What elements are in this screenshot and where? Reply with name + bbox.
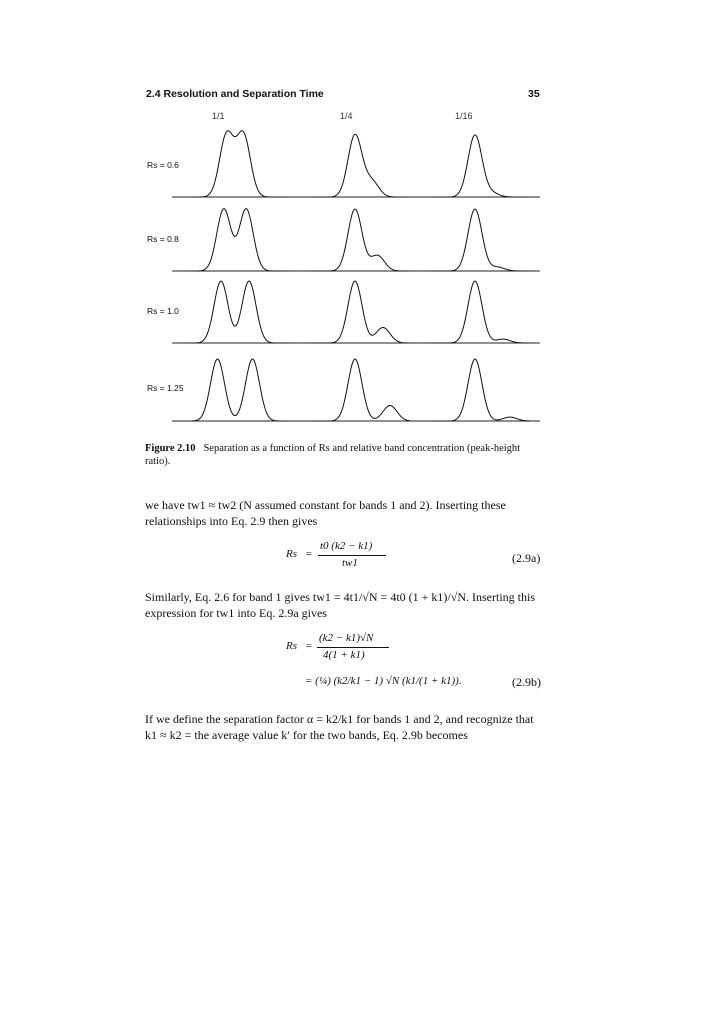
- running-head: 2.4 Resolution and Separation Time: [146, 88, 324, 100]
- chromatogram-trace-rs0.6-ratio-1: [190, 131, 290, 197]
- chromatogram-trace-rs1.25-ratio-1: [190, 359, 290, 421]
- figure-caption: [145, 442, 545, 468]
- chromatogram-trace-rs0.8-ratio-2: [310, 209, 410, 271]
- chromatogram-trace-rs0.6-ratio-3: [430, 135, 530, 197]
- paragraph-1: we have tw1 ≈ tw2 (N assumed constant for bands 1 and 2). Inserting these relationships into Eq. 2.9 then gives: [145, 498, 506, 528]
- eq-29a-number: (2.9a): [512, 551, 541, 565]
- eq-29a-equals: =: [305, 548, 313, 560]
- eq-29b-equals: =: [305, 640, 313, 652]
- chromatogram-trace-rs0.8-ratio-1: [190, 209, 290, 271]
- paragraph-3: If we define the separation factor α = k2/k1 for bands 1 and 2, and recognize that k1 ≈ k2 = the average value k′ for the two bands, Eq. 2.9b becomes: [145, 712, 534, 742]
- eq-29b-lhs: Rs: [286, 640, 297, 652]
- chromatogram-trace-rs1-ratio-3: [430, 281, 530, 343]
- eq-29a-denominator: tw1: [342, 557, 358, 569]
- column-ratio-1: 1/1: [212, 111, 225, 121]
- eq-29a-fraction-bar: [318, 555, 386, 556]
- row-label-rs-0-8: Rs = 0.8: [147, 234, 179, 244]
- eq-29b-fraction-bar: [317, 647, 389, 648]
- chromatogram-trace-rs1-ratio-1: [190, 281, 290, 343]
- eq-29b-number: (2.9b): [512, 675, 541, 689]
- chromatogram-figure: [0, 0, 723, 440]
- eq-29b-numerator: (k2 − k1)√N: [319, 632, 374, 644]
- row-label-rs-1-25: Rs = 1.25: [147, 383, 184, 393]
- chromatogram-trace-rs0.8-ratio-3: [430, 209, 530, 271]
- chromatogram-trace-rs0.6-ratio-2: [310, 134, 410, 197]
- eq-29a-numerator: t0 (k2 − k1): [320, 540, 373, 552]
- chromatogram-trace-rs1-ratio-2: [310, 281, 410, 343]
- eq-29b-denominator: 4(1 + k1): [323, 649, 365, 661]
- page-number: 35: [528, 88, 540, 100]
- paragraph-2: Similarly, Eq. 2.6 for band 1 gives tw1 = 4t1/√N = 4t0 (1 + k1)/√N. Inserting this expression for tw1 into Eq. 2.9a gives: [145, 590, 535, 620]
- row-label-rs-1-0: Rs = 1.0: [147, 306, 179, 316]
- column-ratio-2: 1/4: [340, 111, 353, 121]
- eq-29b-second-line: = (¼) (k2/k1 − 1) √N (k1/(1 + k1)).: [305, 675, 462, 687]
- row-label-rs-0-6: Rs = 0.6: [147, 160, 179, 170]
- chromatogram-trace-rs1.25-ratio-3: [430, 359, 530, 421]
- chromatogram-trace-rs1.25-ratio-2: [310, 359, 410, 421]
- caption-label: Figure 2.10: [145, 443, 196, 454]
- column-ratio-3: 1/16: [455, 111, 473, 121]
- caption-text: Separation as a function of Rs and relative band concentration (peak-height ratio).: [145, 443, 521, 467]
- eq-29a-lhs: Rs: [286, 548, 297, 560]
